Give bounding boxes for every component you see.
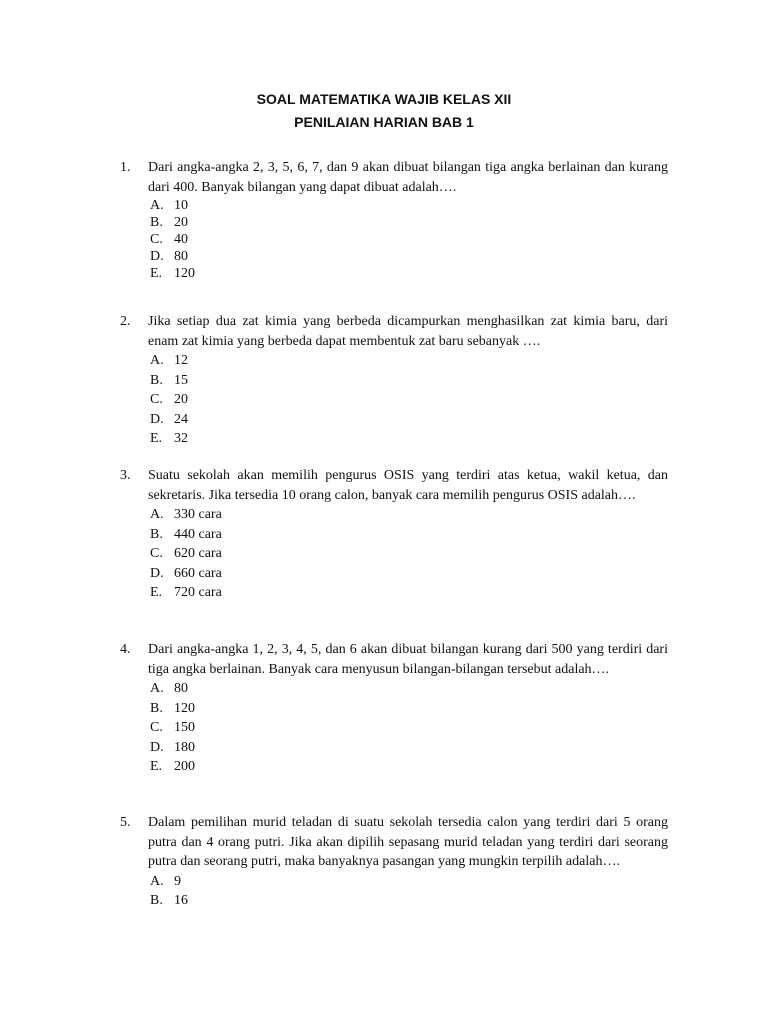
option-value: 440 cara	[174, 526, 222, 542]
question-number: 1.	[120, 160, 131, 175]
option-b	[150, 891, 668, 911]
option-letter: B.	[150, 215, 163, 230]
option-value: 15	[174, 372, 188, 388]
option-value: 24	[174, 411, 188, 427]
option-c	[150, 390, 668, 410]
option-e	[150, 757, 668, 777]
answer-options	[150, 679, 668, 777]
option-value: 9	[174, 873, 181, 889]
document-header	[0, 88, 768, 134]
option-letter: C.	[150, 546, 163, 561]
option-d	[150, 410, 668, 430]
option-a	[150, 351, 668, 371]
option-value: 12	[174, 353, 188, 368]
option-letter: A.	[150, 873, 164, 889]
option-value: 660 cara	[174, 565, 222, 581]
option-letter: D.	[150, 565, 164, 581]
option-c	[150, 544, 668, 564]
option-value: 620 cara	[174, 546, 222, 561]
option-value: 150	[174, 720, 195, 735]
option-letter: E.	[150, 266, 163, 281]
question-text: Jika setiap dua zat kimia yang berbeda dicampurkan menghasilkan zat kimia baru, dari enam zat kimia yang berbeda dapat membentuk zat baru sebanyak ….	[148, 314, 668, 349]
option-e	[150, 265, 668, 282]
option-c	[150, 231, 668, 248]
option-value: 80	[174, 249, 188, 264]
option-value: 16	[174, 893, 188, 908]
question-number: 3.	[120, 468, 131, 483]
option-letter: B.	[150, 700, 163, 716]
question-number: 5.	[120, 815, 131, 830]
answer-options	[150, 505, 668, 603]
question-5	[120, 813, 668, 911]
option-letter: E.	[150, 585, 163, 600]
answer-options	[150, 351, 668, 449]
question-number: 2.	[120, 314, 131, 329]
option-letter: D.	[150, 739, 164, 755]
option-letter: A.	[150, 198, 164, 213]
answer-options	[150, 872, 668, 911]
question-text: Dari angka-angka 1, 2, 3, 4, 5, dan 6 akan dibuat bilangan kurang dari 500 yang terdiri dari tiga angka berlainan. Banyak cara menyusun bilangan-bilangan tersebut adalah….	[148, 642, 668, 677]
option-letter: A.	[150, 507, 164, 522]
option-value: 20	[174, 215, 188, 230]
option-value: 330 cara	[174, 507, 222, 522]
option-value: 80	[174, 681, 188, 696]
option-letter: D.	[150, 411, 164, 427]
question-text: Suatu sekolah akan memilih pengurus OSIS yang terdiri atas ketua, wakil ketua, dan sekretaris. Jika tersedia 10 orang calon, banyak cara memilih pengurus OSIS adalah….	[148, 468, 668, 503]
option-e	[150, 583, 668, 603]
document-title: SOAL MATEMATIKA WAJIB KELAS XII	[256, 91, 512, 107]
option-d	[150, 248, 668, 265]
option-value: 10	[174, 198, 188, 213]
option-letter: C.	[150, 232, 163, 247]
question-1	[120, 158, 668, 282]
option-b	[150, 699, 668, 719]
option-a	[150, 679, 668, 699]
option-a	[150, 197, 668, 214]
option-c	[150, 718, 668, 738]
option-letter: B.	[150, 372, 163, 388]
option-letter: A.	[150, 681, 164, 696]
option-value: 720 cara	[174, 585, 222, 600]
question-number: 4.	[120, 642, 131, 657]
option-b	[150, 371, 668, 391]
option-letter: D.	[150, 249, 164, 264]
option-value: 120	[174, 266, 195, 281]
question-2	[120, 312, 668, 449]
question-4	[120, 640, 668, 777]
option-a	[150, 505, 668, 525]
option-b	[150, 525, 668, 545]
option-value: 180	[174, 739, 195, 755]
option-value: 40	[174, 232, 188, 247]
option-d	[150, 738, 668, 758]
option-value: 200	[174, 759, 195, 774]
question-text: Dari angka-angka 2, 3, 5, 6, 7, dan 9 akan dibuat bilangan tiga angka berlainan dan kurang dari 400. Banyak bilangan yang dapat dibuat adalah….	[148, 160, 668, 195]
option-letter: E.	[150, 431, 163, 446]
option-value: 120	[174, 700, 195, 716]
option-d	[150, 564, 668, 584]
option-letter: B.	[150, 526, 163, 542]
option-value: 32	[174, 431, 188, 446]
option-e	[150, 429, 668, 449]
option-letter: B.	[150, 893, 163, 908]
option-letter: A.	[150, 353, 164, 368]
option-letter: C.	[150, 392, 163, 407]
question-3	[120, 466, 668, 603]
option-letter: E.	[150, 759, 163, 774]
option-value: 20	[174, 392, 188, 407]
answer-options	[150, 197, 668, 282]
option-b	[150, 214, 668, 231]
option-letter: C.	[150, 720, 163, 735]
question-text: Dalam pemilihan murid teladan di suatu sekolah tersedia calon yang terdiri dari 5 orang putra dan 4 orang putri. Jika akan dipilih sepasang murid teladan yang terdiri dari seorang putra dan seorang putri, maka banyaknya pasangan yang mungkin terpilih adalah….	[148, 815, 668, 869]
document-subtitle: PENILAIAN HARIAN BAB 1	[294, 114, 474, 130]
option-a	[150, 872, 668, 892]
